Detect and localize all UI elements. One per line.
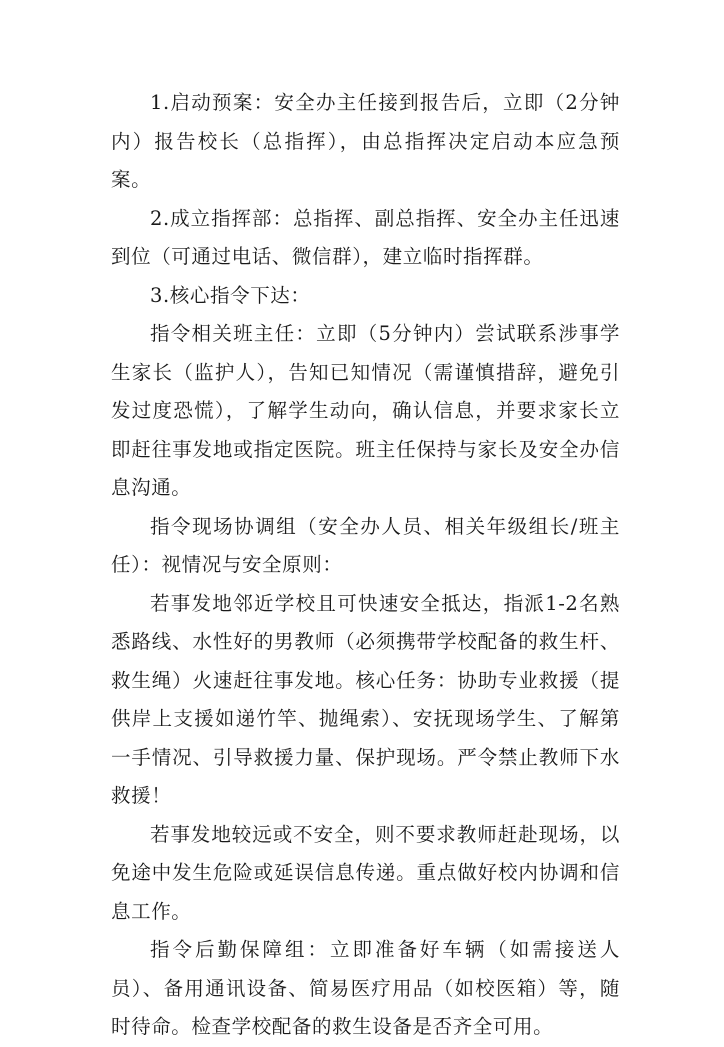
paragraph-logistics-order: 指令后勤保障组：立即准备好车辆（如需接送人员）、备用通讯设备、简易医疗用品（如校医箱）等，随时待命。检查学校配备的救生设备是否齐全可用。 [111,938,620,1038]
paragraph-class-teacher-order: 指令相关班主任：立即（5分钟内）尝试联系涉事学生家长（监护人），告知已知情况（需谨慎措辞，避免引发过度恐慌），了解学生动向，确认信息，并要求家长立即赶往事发地或指定医院。班主任保持与家长及安全办信息沟通。 [111,322,620,499]
paragraph-command-center: 2.成立指挥部：总指挥、副总指挥、安全办主任迅速到位（可通过电话、微信群），建立临时指挥群。 [111,206,620,268]
document-body [111,84,620,1047]
paragraph-core-orders-heading: 3.核心指令下达： [150,283,311,307]
paragraph-onsite-team-order: 指令现场协调组（安全办人员、相关年级组长/班主任）：视情况与安全原则： [111,514,620,576]
paragraph-start-plan: 1.启动预案：安全办主任接到报告后，立即（2分钟内）报告校长（总指挥），由总指挥决定启动本应急预案。 [111,91,620,191]
paragraph-distant-scenario: 若事发地较远或不安全，则不要求教师赶赴现场，以免途中发生危险或延误信息传递。重点做好校内协调和信息工作。 [111,822,620,923]
paragraph-nearby-scenario: 若事发地邻近学校且可快速安全抵达，指派1-2名熟悉路线、水性好的男教师（必须携带学校配备的救生杆、救生绳）火速赶往事发地。核心任务：协助专业救援（提供岸上支援如递竹竿、抛绳索）、安抚现场学生、了解第一手情况、引导救援力量、保护现场。严令禁止教师下水救援！ [111,591,620,807]
